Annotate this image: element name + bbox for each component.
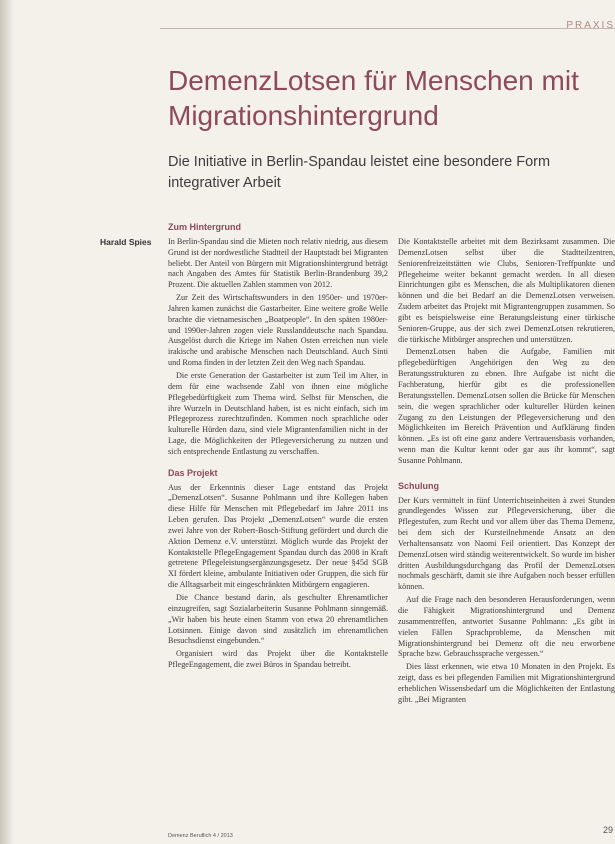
section-heading-project: Das Projekt	[168, 467, 218, 478]
author-name: Harald Spies	[100, 237, 152, 247]
header-rule	[160, 28, 615, 29]
paragraph: Die Kontaktstelle arbeitet mit dem Bezirksamt zusammen. Die DemenzLotsen selbst über die Stadtteilzentren, Seniorenfreizeitstätten wie Clubs, Senioren-Treffpunkte und Pflegeheime weiter bekannt gemacht werden. In all diesen Einrichtungen gibt es Menschen, die als Multiplikatoren dienen können und die bei Bedarf an die DemenzLotsen verweisen. Zudem arbeitet das Projekt mit Migrantengruppen zusammen. So gibt es beispielsweise eine Beratungsleistung einer türkische Senioren-Gruppe, aus der sich zwei DemenzLotsen rekrutieren, die türkische Mitbürger ansprechen und unterstützen.	[398, 237, 615, 344]
page-number: 29	[602, 825, 613, 835]
paragraph: Aus der Erkenntnis dieser Lage entstand das Projekt „DemenzLotsen“. Susanne Pohlmann und ihre Kollegen haben diese Hilfe für Menschen mit Pflegebedarf im Jahre 2011 ins Leben gerufen. Das Projekt „DemenzLotsen“ wurde die ersten zwei Jahre von der Robert-Bosch-Stiftung gefördert und durch die Aktion Demenz e.V. unterstützt. Möglich wurde das Projekt der Kontaktstelle PflegeEngagement Spandau durch das 2008 in Kraft getretene Pflegeleistungsergänzungsgesetz. Der neue §45d SGB XI fördert kleine, ambulante Initiativen oder Gruppen, die sich für die Alltagsarbeit mit eingeschränkten Mitbürgern engagieren.	[168, 482, 388, 590]
paragraph: Der Kurs vermittelt in fünf Unterrichtseinheiten à zwei Stunden grundlegendes Wissen zur Pflegeversicherung, über die Pflegestufen, zum Recht und vor allem über das Thema Demenz, bei dem sich der Kursteilnehmende Ansatz an den Verhaltensansatz von Naomi Feil orientiert. Das Konzept der DemenzLotsen wird ständig weiterentwickelt. So wurde im bisher dritten Ausbildungsdurchgang das Profil der DemenzLotsen nochmals geschärft, damit sie ihre Aufgaben noch besser erfüllen können.	[398, 495, 615, 592]
section-tag: PRAXIS	[566, 20, 615, 31]
paragraph: Die Chance bestand darin, als geschulter Ehrenamtlicher einzugreifen, sagt Sozialarbeiterin Susanne Pohlmann sinngemäß. „Wir haben bis heute einen Stamm von etwa 20 ehrenamtlichen Lotsinnen. Einige davon sind zusätzlich im ehrenamtlichen Besuchsdienst eingebunden.“	[168, 593, 388, 646]
article-subtitle: Die Initiative in Berlin-Spandau leistet eine besondere Form integrativer Arbeit	[168, 154, 551, 191]
paragraph: In Berlin-Spandau sind die Mieten noch relativ niedrig, aus diesem Grund ist der nordwestliche Stadtteil der Hauptstadt bei Migranten beliebt. Der Anteil von Bürgern mit Migrationshintergrund beträgt nach Angaben des Amtes für Statistik Berlin-Brandenburg 39,2 Prozent. Die aktuellen Zahlen stammen von 2012.	[168, 236, 388, 290]
paragraph: Die erste Generation der Gastarbeiter ist zum Teil im Alter, in dem für eine wachsende Zahl von ihnen eine mögliche Pflegebedürftigkeit zum Thema wird. Selbst für Menschen, die ihre Wurzeln in Deutschland haben, ist es nicht einfach, sich im Pflegeprozess zurechtzufinden. Kommen noch sprachliche oder kulturelle Hürden dazu, sind viele Migrantenfamilien nicht in der Lage, die Möglichkeiten der Pflegeversicherung zu nutzen und sich entsprechende Entlastung zu verschaffen.	[168, 370, 388, 456]
paragraph: Auf die Frage nach den besonderen Herausforderungen, wenn die Fähigkeit Migrationshintergrund und Demenz zusammentreffen, antwortet Susanne Pohlmann: „Es gibt in vielen Fällen Sprachprobleme, da Menschen mit Migrationshintergrund bei Demenz oft die neu erworbene Sprache bzw. Gebrauchssprache vergessen.“	[398, 595, 615, 659]
page-gutter-shadow	[0, 0, 14, 844]
article-title: DemenzLotsen für Menschen mit Migrationshintergrund	[168, 65, 579, 131]
paragraph: Zur Zeit des Wirtschaftswunders in den 1950er- und 1970er-Jahren kamen zunächst die Gastarbeiter. Eine weitere große Welle brachte die vietnamesischen „Boatpeople“. In den späten 1980er- und 1990er-Jahren zogen viele Russlanddeutsche nach Spandau. Ausgelöst durch die Kriege im Nahen Osten erreichen nun viele irakische und arabische Menschen nach Deutschland. Auch Sinti und Roma finden in der letzten Zeit den Weg nach Spandau.	[168, 293, 388, 368]
right-column	[398, 237, 615, 708]
paragraph: DemenzLotsen haben die Aufgabe, Familien mit pflegebedürftigen Angehörigen den Weg zu den Beratungsstrukturen zu ebnen. Ihre Aufgabe ist nicht die Fachberatung, hierfür gibt es die professionellen Beratungsstellen. DemenzLotsen sollen die Brücke für Menschen sein, die wegen sprachlicher oder kultureller Hürden keinen Zugang zu den Leistungen der Pflegeversicherung und den Möglichkeiten im Bereich Prävention und Aufklärung finden können. „Es ist oft eine ganz andere Vertrauensbasis vorhanden, wenn man die Kultur kennt oder gar aus ihr kommt“, sagt Susanne Pohlmann.	[398, 347, 615, 465]
section-heading-training: Schulung	[398, 480, 439, 491]
footer-publication: Demenz Beruflich 4 / 2013	[168, 833, 233, 839]
left-column	[168, 222, 388, 673]
paragraph: Dies lässt erkennen, wie etwa 10 Monaten in den Projekt. Es zeigt, dass es bei pflegenden Familien mit Migrationshintergrund erheblichen Wissensbedarf um die Möglichkeiten der Entlastung gibt. „Bei Migranten	[398, 662, 615, 704]
section-heading-background: Zum Hintergrund	[168, 222, 241, 232]
paragraph: Organisiert wird das Projekt über die Kontaktstelle PflegeEngagement, die zwei Büros in Spandau betreibt.	[168, 649, 388, 670]
